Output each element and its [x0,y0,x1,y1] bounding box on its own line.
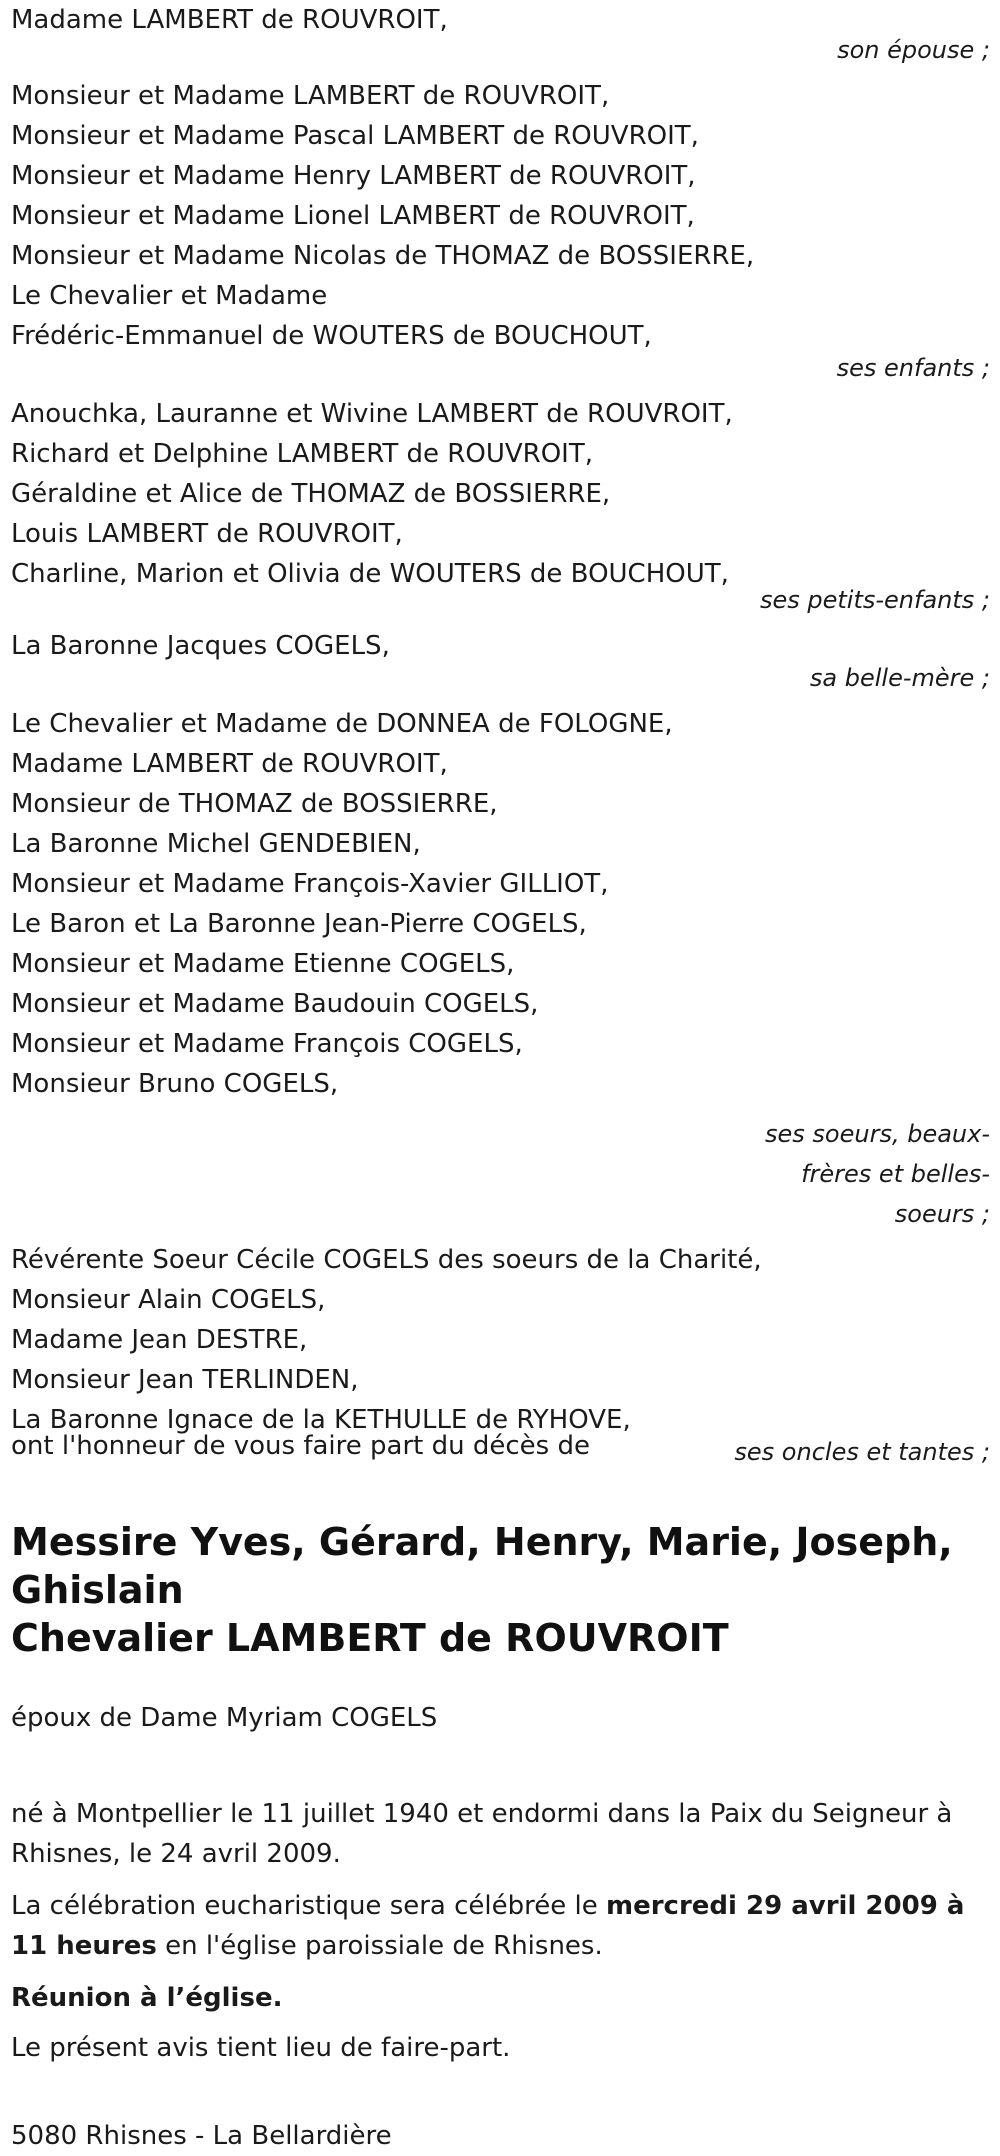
family-name-line: Monsieur et Madame Pascal LAMBERT de ROUVROIT, [11,121,699,151]
family-name-line: Louis LAMBERT de ROUVROIT, [11,519,403,549]
relationship-label: sa belle-mère ; [809,664,990,692]
deceased-name-line: Messire Yves, Gérard, Henry, Marie, Joseph, [11,1520,953,1564]
family-name-line: Frédéric-Emmanuel de WOUTERS de BOUCHOUT, [11,321,652,351]
family-name-line: Monsieur et Madame François-Xavier GILLIOT, [11,869,609,899]
family-name-line: Monsieur et Madame Henry LAMBERT de ROUVROIT, [11,161,696,191]
grandchildren-group [11,394,1000,620]
family-name-line: La Baronne Michel GENDEBIEN, [11,829,421,859]
celebration-date: mercredi 29 avril 2009 à 11 heures [11,1891,965,1961]
deceased-name-line: Ghislain [11,1568,184,1612]
siblings-group [11,704,1000,1234]
motherinlaw-group [11,626,1000,698]
family-name-line: Révérente Soeur Cécile COGELS des soeurs de la Charité, [11,1245,762,1275]
family-name-line: Charline, Marion et Olivia de WOUTERS de BOUCHOUT, [11,559,729,589]
family-name-line: Madame LAMBERT de ROUVROIT, [11,5,448,35]
family-name-line: Monsieur de THOMAZ de BOSSIERRE, [11,789,498,819]
relationship-label: ses enfants ; [836,354,990,382]
family-name-line: Monsieur et Madame Baudouin COGELS, [11,989,539,1019]
family-name-line: Monsieur Bruno COGELS, [11,1069,339,1099]
family-name-line: Anouchka, Lauranne et Wivine LAMBERT de ROUVROIT, [11,399,733,429]
family-name-line: La Baronne Jacques COGELS, [11,631,390,661]
announcement-text: ont l'honneur de vous faire part du décès de [11,1431,590,1461]
relationship-label: ses oncles et tantes ; [734,1438,990,1466]
relationship-label: ses petits-enfants ; [759,586,990,614]
family-name-line: Madame LAMBERT de ROUVROIT, [11,749,448,779]
deceased-name-line: Chevalier LAMBERT de ROUVROIT [11,1616,729,1660]
relationship-label: son épouse ; [837,36,990,64]
family-name-line: Madame Jean DESTRE, [11,1325,308,1355]
deceased-name [11,1518,1000,1662]
family-name-line: Monsieur Jean TERLINDEN, [11,1365,359,1395]
family-name-line: Richard et Delphine LAMBERT de ROUVROIT, [11,439,593,469]
spouse-group [11,0,1000,70]
notice-text: Le présent avis tient lieu de faire-part. [11,2033,511,2063]
family-name-line: Monsieur et Madame LAMBERT de ROUVROIT, [11,81,610,111]
celebration-text-after: en l'église paroissiale de Rhisnes. [156,1931,603,1961]
family-name-line: Le Baron et La Baronne Jean-Pierre COGELS, [11,909,587,939]
children-group [11,76,1000,388]
family-name-line: Monsieur et Madame Etienne COGELS, [11,949,515,979]
celebration-text [11,1886,991,1966]
family-name-line: Le Chevalier et Madame [11,281,328,311]
birth-death-text: né à Montpellier le 11 juillet 1940 et endormi dans la Paix du Seigneur à Rhisnes, le 24 avril 2009. [11,1799,953,1869]
family-name-line: Monsieur et Madame Nicolas de THOMAZ de BOSSIERRE, [11,241,755,271]
meeting-text: Réunion à l’église. [11,1983,283,2013]
relationship-label: ses soeurs, beaux-frères et belles-soeurs ; [765,1120,990,1228]
address-text: 5080 Rhisnes - La Bellardière [11,2121,392,2151]
family-name-line: Monsieur et Madame Lionel LAMBERT de ROUVROIT, [11,201,695,231]
family-name-line: Monsieur Alain COGELS, [11,1285,326,1315]
family-name-line: Géraldine et Alice de THOMAZ de BOSSIERRE, [11,479,611,509]
family-name-line: La Baronne Ignace de la KETHULLE de RYHOVE, [11,1405,631,1435]
family-name-line: Monsieur et Madame François COGELS, [11,1029,523,1059]
celebration-text-before: La célébration eucharistique sera célébrée le [11,1891,606,1921]
spouse-of-text: époux de Dame Myriam COGELS [11,1703,438,1733]
family-name-line: Le Chevalier et Madame de DONNEA de FOLOGNE, [11,709,673,739]
